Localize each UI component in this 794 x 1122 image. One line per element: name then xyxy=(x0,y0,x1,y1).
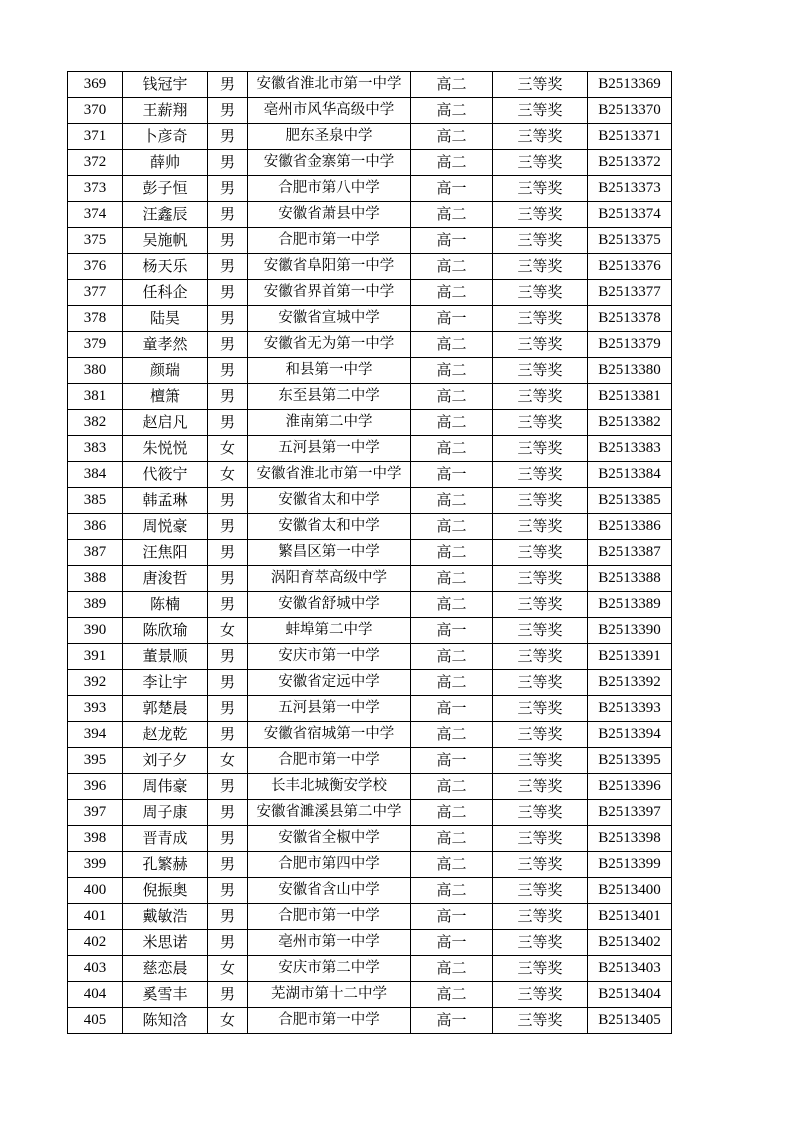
grade-cell: 高二 xyxy=(411,488,493,514)
award-cell: 三等奖 xyxy=(493,670,588,696)
gender-cell: 男 xyxy=(208,904,248,930)
name-cell: 代筱宁 xyxy=(123,462,208,488)
rank-cell: 394 xyxy=(68,722,123,748)
gender-cell: 男 xyxy=(208,514,248,540)
rank-cell: 388 xyxy=(68,566,123,592)
certificate-code-cell: B2513372 xyxy=(588,150,672,176)
rank-cell: 378 xyxy=(68,306,123,332)
award-cell: 三等奖 xyxy=(493,410,588,436)
gender-cell: 男 xyxy=(208,150,248,176)
table-row xyxy=(68,800,672,826)
award-cell: 三等奖 xyxy=(493,618,588,644)
grade-cell: 高一 xyxy=(411,930,493,956)
certificate-code-cell: B2513395 xyxy=(588,748,672,774)
rank-cell: 405 xyxy=(68,1008,123,1034)
award-cell: 三等奖 xyxy=(493,1008,588,1034)
school-cell: 亳州市第一中学 xyxy=(248,930,411,956)
certificate-code-cell: B2513394 xyxy=(588,722,672,748)
school-cell: 安徽省界首第一中学 xyxy=(248,280,411,306)
gender-cell: 男 xyxy=(208,930,248,956)
table-row xyxy=(68,696,672,722)
table-row xyxy=(68,150,672,176)
rank-cell: 393 xyxy=(68,696,123,722)
grade-cell: 高二 xyxy=(411,852,493,878)
school-cell: 安徽省无为第一中学 xyxy=(248,332,411,358)
grade-cell: 高二 xyxy=(411,358,493,384)
name-cell: 周伟豪 xyxy=(123,774,208,800)
gender-cell: 男 xyxy=(208,280,248,306)
school-cell: 安徽省宣城中学 xyxy=(248,306,411,332)
grade-cell: 高一 xyxy=(411,176,493,202)
certificate-code-cell: B2513371 xyxy=(588,124,672,150)
gender-cell: 男 xyxy=(208,540,248,566)
table-row xyxy=(68,644,672,670)
award-cell: 三等奖 xyxy=(493,566,588,592)
rank-cell: 396 xyxy=(68,774,123,800)
rank-cell: 382 xyxy=(68,410,123,436)
certificate-code-cell: B2513404 xyxy=(588,982,672,1008)
rank-cell: 376 xyxy=(68,254,123,280)
award-cell: 三等奖 xyxy=(493,462,588,488)
rank-cell: 369 xyxy=(68,72,123,98)
award-cell: 三等奖 xyxy=(493,176,588,202)
grade-cell: 高一 xyxy=(411,1008,493,1034)
name-cell: 陆昊 xyxy=(123,306,208,332)
rank-cell: 379 xyxy=(68,332,123,358)
grade-cell: 高二 xyxy=(411,566,493,592)
school-cell: 亳州市风华高级中学 xyxy=(248,98,411,124)
gender-cell: 男 xyxy=(208,254,248,280)
certificate-code-cell: B2513378 xyxy=(588,306,672,332)
name-cell: 赵启凡 xyxy=(123,410,208,436)
certificate-code-cell: B2513387 xyxy=(588,540,672,566)
table-row xyxy=(68,462,672,488)
gender-cell: 男 xyxy=(208,410,248,436)
table-row xyxy=(68,956,672,982)
name-cell: 王薪翔 xyxy=(123,98,208,124)
table-row xyxy=(68,566,672,592)
name-cell: 李让宇 xyxy=(123,670,208,696)
name-cell: 陈楠 xyxy=(123,592,208,618)
name-cell: 刘子夕 xyxy=(123,748,208,774)
rank-cell: 384 xyxy=(68,462,123,488)
name-cell: 唐浚哲 xyxy=(123,566,208,592)
school-cell: 芜湖市第十二中学 xyxy=(248,982,411,1008)
grade-cell: 高二 xyxy=(411,254,493,280)
award-cell: 三等奖 xyxy=(493,722,588,748)
table-row xyxy=(68,228,672,254)
school-cell: 安徽省全椒中学 xyxy=(248,826,411,852)
gender-cell: 男 xyxy=(208,98,248,124)
gender-cell: 男 xyxy=(208,800,248,826)
award-cell: 三等奖 xyxy=(493,982,588,1008)
table-row xyxy=(68,618,672,644)
table-row xyxy=(68,176,672,202)
certificate-code-cell: B2513401 xyxy=(588,904,672,930)
name-cell: 薛帅 xyxy=(123,150,208,176)
school-cell: 安庆市第二中学 xyxy=(248,956,411,982)
table-row xyxy=(68,982,672,1008)
table-row xyxy=(68,254,672,280)
table-row xyxy=(68,410,672,436)
table-row xyxy=(68,904,672,930)
certificate-code-cell: B2513379 xyxy=(588,332,672,358)
school-cell: 安徽省太和中学 xyxy=(248,488,411,514)
award-cell: 三等奖 xyxy=(493,514,588,540)
rank-cell: 404 xyxy=(68,982,123,1008)
school-cell: 安徽省淮北市第一中学 xyxy=(248,72,411,98)
certificate-code-cell: B2513386 xyxy=(588,514,672,540)
table-row xyxy=(68,540,672,566)
school-cell: 肥东圣泉中学 xyxy=(248,124,411,150)
award-cell: 三等奖 xyxy=(493,254,588,280)
grade-cell: 高二 xyxy=(411,436,493,462)
certificate-code-cell: B2513393 xyxy=(588,696,672,722)
certificate-code-cell: B2513382 xyxy=(588,410,672,436)
grade-cell: 高二 xyxy=(411,280,493,306)
certificate-code-cell: B2513391 xyxy=(588,644,672,670)
grade-cell: 高一 xyxy=(411,618,493,644)
school-cell: 合肥市第八中学 xyxy=(248,176,411,202)
school-cell: 安徽省濉溪县第二中学 xyxy=(248,800,411,826)
certificate-code-cell: B2513405 xyxy=(588,1008,672,1034)
gender-cell: 男 xyxy=(208,228,248,254)
award-cell: 三等奖 xyxy=(493,644,588,670)
rank-cell: 385 xyxy=(68,488,123,514)
award-cell: 三等奖 xyxy=(493,800,588,826)
school-cell: 安徽省金寨第一中学 xyxy=(248,150,411,176)
rank-cell: 372 xyxy=(68,150,123,176)
award-cell: 三等奖 xyxy=(493,540,588,566)
name-cell: 周悦豪 xyxy=(123,514,208,540)
grade-cell: 高一 xyxy=(411,228,493,254)
grade-cell: 高二 xyxy=(411,124,493,150)
grade-cell: 高二 xyxy=(411,202,493,228)
school-cell: 安徽省淮北市第一中学 xyxy=(248,462,411,488)
school-cell: 和县第一中学 xyxy=(248,358,411,384)
gender-cell: 男 xyxy=(208,878,248,904)
school-cell: 安徽省宿城第一中学 xyxy=(248,722,411,748)
grade-cell: 高一 xyxy=(411,904,493,930)
gender-cell: 男 xyxy=(208,644,248,670)
name-cell: 彭子恒 xyxy=(123,176,208,202)
gender-cell: 女 xyxy=(208,436,248,462)
certificate-code-cell: B2513376 xyxy=(588,254,672,280)
certificate-code-cell: B2513402 xyxy=(588,930,672,956)
rank-cell: 370 xyxy=(68,98,123,124)
award-cell: 三等奖 xyxy=(493,124,588,150)
certificate-code-cell: B2513384 xyxy=(588,462,672,488)
name-cell: 檀箫 xyxy=(123,384,208,410)
gender-cell: 男 xyxy=(208,202,248,228)
award-cell: 三等奖 xyxy=(493,826,588,852)
certificate-code-cell: B2513385 xyxy=(588,488,672,514)
rank-cell: 383 xyxy=(68,436,123,462)
certificate-code-cell: B2513392 xyxy=(588,670,672,696)
gender-cell: 女 xyxy=(208,618,248,644)
award-cell: 三等奖 xyxy=(493,72,588,98)
gender-cell: 女 xyxy=(208,1008,248,1034)
award-cell: 三等奖 xyxy=(493,98,588,124)
rank-cell: 398 xyxy=(68,826,123,852)
gender-cell: 男 xyxy=(208,72,248,98)
name-cell: 米思诺 xyxy=(123,930,208,956)
school-cell: 合肥市第四中学 xyxy=(248,852,411,878)
rank-cell: 397 xyxy=(68,800,123,826)
award-cell: 三等奖 xyxy=(493,956,588,982)
grade-cell: 高二 xyxy=(411,722,493,748)
grade-cell: 高二 xyxy=(411,332,493,358)
grade-cell: 高二 xyxy=(411,384,493,410)
school-cell: 合肥市第一中学 xyxy=(248,228,411,254)
name-cell: 颜瑞 xyxy=(123,358,208,384)
name-cell: 周子康 xyxy=(123,800,208,826)
name-cell: 卜彦奇 xyxy=(123,124,208,150)
gender-cell: 男 xyxy=(208,696,248,722)
results-table xyxy=(67,71,672,1034)
gender-cell: 女 xyxy=(208,748,248,774)
school-cell: 安徽省定远中学 xyxy=(248,670,411,696)
rank-cell: 390 xyxy=(68,618,123,644)
certificate-code-cell: B2513397 xyxy=(588,800,672,826)
rank-cell: 374 xyxy=(68,202,123,228)
certificate-code-cell: B2513377 xyxy=(588,280,672,306)
award-cell: 三等奖 xyxy=(493,280,588,306)
certificate-code-cell: B2513383 xyxy=(588,436,672,462)
table-row xyxy=(68,670,672,696)
name-cell: 赵龙乾 xyxy=(123,722,208,748)
gender-cell: 男 xyxy=(208,332,248,358)
rank-cell: 381 xyxy=(68,384,123,410)
table-row xyxy=(68,514,672,540)
gender-cell: 男 xyxy=(208,358,248,384)
certificate-code-cell: B2513396 xyxy=(588,774,672,800)
certificate-code-cell: B2513374 xyxy=(588,202,672,228)
certificate-code-cell: B2513375 xyxy=(588,228,672,254)
grade-cell: 高二 xyxy=(411,982,493,1008)
table-row xyxy=(68,722,672,748)
rank-cell: 395 xyxy=(68,748,123,774)
rank-cell: 371 xyxy=(68,124,123,150)
name-cell: 吴施帆 xyxy=(123,228,208,254)
award-cell: 三等奖 xyxy=(493,306,588,332)
rank-cell: 380 xyxy=(68,358,123,384)
name-cell: 戴敏浩 xyxy=(123,904,208,930)
gender-cell: 女 xyxy=(208,462,248,488)
name-cell: 郭楚晨 xyxy=(123,696,208,722)
school-cell: 五河县第一中学 xyxy=(248,436,411,462)
rank-cell: 391 xyxy=(68,644,123,670)
certificate-code-cell: B2513373 xyxy=(588,176,672,202)
award-cell: 三等奖 xyxy=(493,774,588,800)
table-row xyxy=(68,488,672,514)
grade-cell: 高二 xyxy=(411,514,493,540)
table-row xyxy=(68,1008,672,1034)
award-cell: 三等奖 xyxy=(493,436,588,462)
school-cell: 涡阳育萃高级中学 xyxy=(248,566,411,592)
certificate-code-cell: B2513399 xyxy=(588,852,672,878)
gender-cell: 男 xyxy=(208,306,248,332)
certificate-code-cell: B2513389 xyxy=(588,592,672,618)
school-cell: 东至县第二中学 xyxy=(248,384,411,410)
award-cell: 三等奖 xyxy=(493,488,588,514)
name-cell: 晋青成 xyxy=(123,826,208,852)
school-cell: 安徽省含山中学 xyxy=(248,878,411,904)
grade-cell: 高二 xyxy=(411,540,493,566)
grade-cell: 高二 xyxy=(411,670,493,696)
table-row xyxy=(68,826,672,852)
gender-cell: 男 xyxy=(208,124,248,150)
award-cell: 三等奖 xyxy=(493,228,588,254)
rank-cell: 402 xyxy=(68,930,123,956)
name-cell: 童孝然 xyxy=(123,332,208,358)
rank-cell: 401 xyxy=(68,904,123,930)
certificate-code-cell: B2513398 xyxy=(588,826,672,852)
certificate-code-cell: B2513388 xyxy=(588,566,672,592)
school-cell: 淮南第二中学 xyxy=(248,410,411,436)
school-cell: 合肥市第一中学 xyxy=(248,748,411,774)
name-cell: 汪鑫辰 xyxy=(123,202,208,228)
gender-cell: 女 xyxy=(208,956,248,982)
school-cell: 长丰北城衡安学校 xyxy=(248,774,411,800)
name-cell: 孔繁赫 xyxy=(123,852,208,878)
name-cell: 倪振奥 xyxy=(123,878,208,904)
table-row xyxy=(68,592,672,618)
school-cell: 安徽省阜阳第一中学 xyxy=(248,254,411,280)
grade-cell: 高二 xyxy=(411,826,493,852)
award-cell: 三等奖 xyxy=(493,748,588,774)
grade-cell: 高二 xyxy=(411,800,493,826)
school-cell: 安庆市第一中学 xyxy=(248,644,411,670)
results-body xyxy=(68,72,672,1034)
award-cell: 三等奖 xyxy=(493,930,588,956)
table-row xyxy=(68,852,672,878)
grade-cell: 高二 xyxy=(411,98,493,124)
school-cell: 蚌埠第二中学 xyxy=(248,618,411,644)
table-row xyxy=(68,124,672,150)
grade-cell: 高二 xyxy=(411,644,493,670)
award-cell: 三等奖 xyxy=(493,332,588,358)
rank-cell: 400 xyxy=(68,878,123,904)
rank-cell: 403 xyxy=(68,956,123,982)
school-cell: 安徽省萧县中学 xyxy=(248,202,411,228)
award-cell: 三等奖 xyxy=(493,878,588,904)
table-row xyxy=(68,280,672,306)
name-cell: 陈知浛 xyxy=(123,1008,208,1034)
rank-cell: 392 xyxy=(68,670,123,696)
gender-cell: 男 xyxy=(208,826,248,852)
table-row xyxy=(68,436,672,462)
school-cell: 合肥市第一中学 xyxy=(248,904,411,930)
award-cell: 三等奖 xyxy=(493,358,588,384)
certificate-code-cell: B2513403 xyxy=(588,956,672,982)
gender-cell: 男 xyxy=(208,982,248,1008)
table-row xyxy=(68,332,672,358)
name-cell: 任科企 xyxy=(123,280,208,306)
gender-cell: 男 xyxy=(208,384,248,410)
grade-cell: 高二 xyxy=(411,150,493,176)
award-cell: 三等奖 xyxy=(493,904,588,930)
rank-cell: 399 xyxy=(68,852,123,878)
table-row xyxy=(68,774,672,800)
grade-cell: 高一 xyxy=(411,306,493,332)
school-cell: 安徽省太和中学 xyxy=(248,514,411,540)
award-cell: 三等奖 xyxy=(493,150,588,176)
gender-cell: 男 xyxy=(208,852,248,878)
certificate-code-cell: B2513369 xyxy=(588,72,672,98)
table-row xyxy=(68,306,672,332)
table-row xyxy=(68,358,672,384)
grade-cell: 高二 xyxy=(411,956,493,982)
award-cell: 三等奖 xyxy=(493,696,588,722)
table-row xyxy=(68,72,672,98)
name-cell: 陈欣瑜 xyxy=(123,618,208,644)
gender-cell: 男 xyxy=(208,566,248,592)
certificate-code-cell: B2513370 xyxy=(588,98,672,124)
name-cell: 钱冠宇 xyxy=(123,72,208,98)
table-row xyxy=(68,202,672,228)
name-cell: 奚雪丰 xyxy=(123,982,208,1008)
gender-cell: 男 xyxy=(208,722,248,748)
gender-cell: 男 xyxy=(208,774,248,800)
certificate-code-cell: B2513380 xyxy=(588,358,672,384)
award-cell: 三等奖 xyxy=(493,852,588,878)
rank-cell: 389 xyxy=(68,592,123,618)
table-row xyxy=(68,384,672,410)
rank-cell: 377 xyxy=(68,280,123,306)
gender-cell: 男 xyxy=(208,592,248,618)
certificate-code-cell: B2513400 xyxy=(588,878,672,904)
grade-cell: 高一 xyxy=(411,748,493,774)
school-cell: 繁昌区第一中学 xyxy=(248,540,411,566)
gender-cell: 男 xyxy=(208,176,248,202)
table-row xyxy=(68,930,672,956)
school-cell: 五河县第一中学 xyxy=(248,696,411,722)
grade-cell: 高二 xyxy=(411,410,493,436)
school-cell: 安徽省舒城中学 xyxy=(248,592,411,618)
name-cell: 慈恋晨 xyxy=(123,956,208,982)
rank-cell: 386 xyxy=(68,514,123,540)
name-cell: 朱悦悦 xyxy=(123,436,208,462)
award-cell: 三等奖 xyxy=(493,384,588,410)
grade-cell: 高二 xyxy=(411,592,493,618)
rank-cell: 375 xyxy=(68,228,123,254)
grade-cell: 高二 xyxy=(411,774,493,800)
certificate-code-cell: B2513381 xyxy=(588,384,672,410)
award-cell: 三等奖 xyxy=(493,202,588,228)
name-cell: 董景顺 xyxy=(123,644,208,670)
school-cell: 合肥市第一中学 xyxy=(248,1008,411,1034)
name-cell: 汪焦阳 xyxy=(123,540,208,566)
gender-cell: 男 xyxy=(208,488,248,514)
name-cell: 韩孟琳 xyxy=(123,488,208,514)
grade-cell: 高一 xyxy=(411,462,493,488)
grade-cell: 高二 xyxy=(411,72,493,98)
table-row xyxy=(68,878,672,904)
table-row xyxy=(68,748,672,774)
award-cell: 三等奖 xyxy=(493,592,588,618)
table-row xyxy=(68,98,672,124)
rank-cell: 373 xyxy=(68,176,123,202)
certificate-code-cell: B2513390 xyxy=(588,618,672,644)
grade-cell: 高二 xyxy=(411,878,493,904)
grade-cell: 高一 xyxy=(411,696,493,722)
name-cell: 杨天乐 xyxy=(123,254,208,280)
rank-cell: 387 xyxy=(68,540,123,566)
gender-cell: 男 xyxy=(208,670,248,696)
